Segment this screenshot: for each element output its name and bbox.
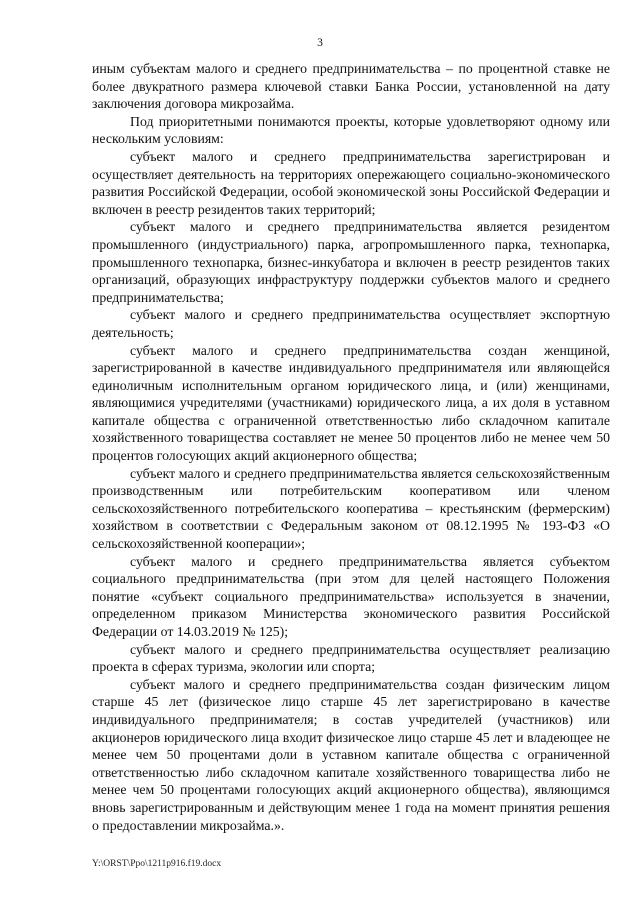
condition-over-45: субъект малого и среднего предпринимательства создан физическим лицом старше 45 лет (физическое лицо старше 45 лет зарегистрировано в качестве индивидуального предпринимателя; в состав учредителей (участников) или акционеров юридического лица входит физическое лицо старше 45 лет и владеющее не менее чем 50 процентами доли в уставном капитале общества с ограниченной ответственностью либо складочном капитале хозяйственного товарищества либо не менее чем 50 процентами голосующих акций акционерного общества), являющимся вновь зарегистрированным и действующим менее 1 года на момент принятия решения о предоставлении микрозайма.». [92, 676, 610, 833]
page-number: 3 [317, 37, 323, 49]
document-body [92, 60, 610, 834]
condition-tourism-ecology-sport: субъект малого и среднего предпринимательства осуществляет реализацию проекта в сферах туризма, экологии или спорта; [92, 641, 610, 675]
condition-cooperative: субъект малого и среднего предпринимательства является сельскохозяйственным производственным или потребительским кооперативом или членом сельскохозяйственного потребительского кооператива – крестьянским (фермерским) хозяйством в соответствии с Федеральным законом от 08.12.1995 № 193-ФЗ «О сельскохозяйственной кооперации»; [92, 465, 610, 552]
condition-social-entrepreneurship: субъект малого и среднего предпринимательства является субъектом социального предпринимательства (при этом для целей настоящего Положения понятие «субъект социального предпринимательства» используется в значении, определенном приказом Министерства экономического развития Российской Федерации от 14.03.2019 № 125); [92, 553, 610, 639]
paragraph-continuation: иным субъектам малого и среднего предпринимательства – по процентной ставке не более двукратного размера ключевой ставки Банка России, установленной на дату заключения договора микрозайма. [92, 61, 610, 112]
file-path-footer: Y:\ORST\Ppo\1211p916.f19.docx [92, 859, 222, 869]
condition-territories: субъект малого и среднего предпринимательства зарегистрирован и осуществляет деятельность на территориях опережающего социально-экономического развития Российской Федерации, особой экономической зоны Российской Федерации и включен в реестр резидентов таких территорий; [92, 148, 610, 217]
condition-export: субъект малого и среднего предпринимательства осуществляет экспортную деятельность; [92, 307, 610, 340]
condition-industrial-park: субъект малого и среднего предпринимательства является резидентом промышленного (индустриального) парка, агропромышленного парка, технопарка, промышленного технопарка, бизнес-инкубатора и включен в реестр резидентов таких организаций, образующих инфраструктуру поддержки субъектов малого и среднего предпринимательства; [92, 219, 610, 305]
paragraph-priority-intro: Под приоритетными понимаются проекты, которые удовлетворяют одному или нескольким условиям: [92, 113, 610, 147]
condition-women: субъект малого и среднего предпринимательства создан женщиной, зарегистрированной в качестве индивидуального предпринимателя или являющейся единоличным исполнительным органом юридического лица, и (или) женщинами, являющимися учредителями (участниками) юридического лица, а их доля в уставном капитале общества с ограниченной ответственностью либо складочном капитале хозяйственного товарищества составляет не менее 50 процентов либо не менее чем 50 процентов голосующих акций акционерного общества; [92, 342, 610, 464]
